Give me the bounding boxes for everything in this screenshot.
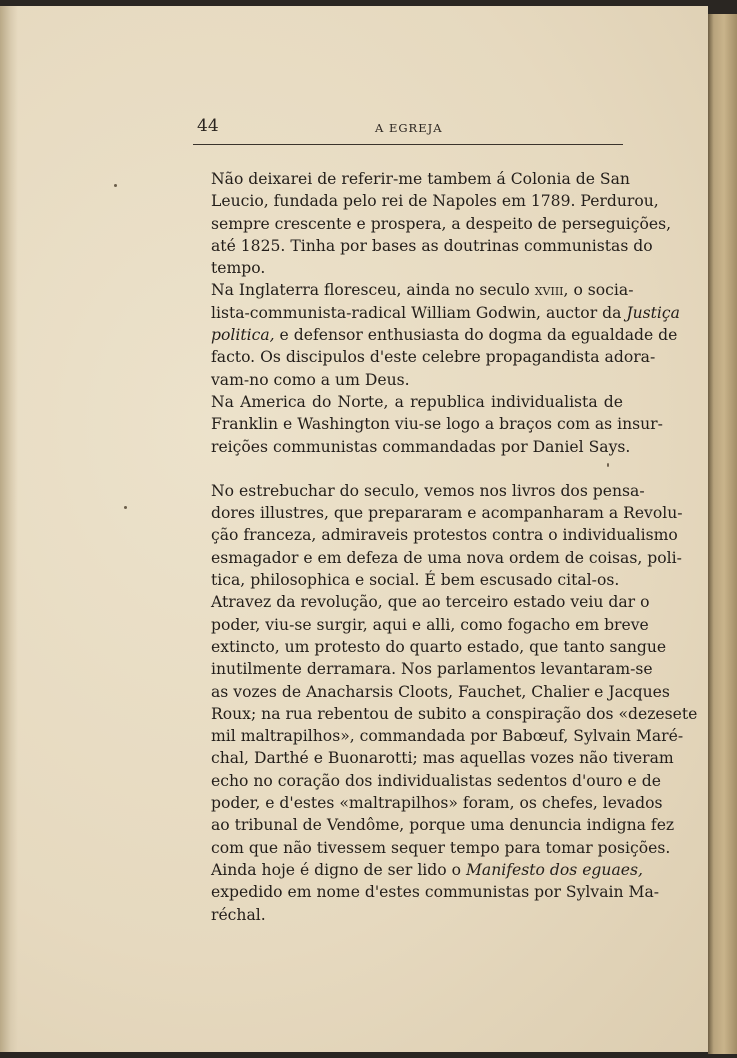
text-line: Ainda hoje é digno de ser lido o Manifesto dos eguaes, [211, 860, 643, 879]
text-line: tica, philosophica e social. É bem escusado cital-os. [211, 571, 620, 590]
text-line: Não deixarei de referir-me tambem á Colonia de San [211, 170, 630, 188]
paper-speck [114, 184, 117, 187]
text-line: ao tribunal de Vendôme, porque uma denuncia indigna fez [211, 816, 675, 835]
running-title: A EGREJA [375, 121, 443, 135]
text-line: poder, viu-se surgir, aqui e alli, como fogacho em breve [211, 615, 649, 634]
page-binding-shadow [0, 6, 18, 1052]
paragraph [193, 168, 672, 279]
text-line: echo no coração dos individualistas sedentos d'ouro e de [211, 771, 661, 790]
text-line: as vozes de Anacharsis Cloots, Fauchet, Chalier e Jacques [211, 682, 670, 701]
text-line: com que não tivessem sequer tempo para tomar posições. [211, 838, 671, 857]
adjacent-page-edge [708, 14, 737, 1054]
header-rule [193, 144, 623, 145]
text-line: facto. Os discipulos d'este celebre propagandista adora- [211, 348, 656, 367]
text-line: Leucio, fundada pelo rei de Napoles em 1789. Perdurou, [211, 192, 659, 211]
paragraph [193, 480, 683, 591]
text-line: reições communistas commandadas por Daniel Says. [211, 437, 631, 456]
text-line: Roux; na rua rebentou de subito a conspiração dos «dezesete [211, 704, 698, 723]
text-line: No estrebuchar do seculo, vemos nos livros dos pensa- [211, 481, 645, 500]
text-line: esmagador e em defeza de uma nova ordem de coisas, poli- [211, 548, 682, 567]
text-line: mil maltrapilhos», commandada por Babœuf, Sylvain Maré- [211, 727, 684, 746]
italic-title: Justiça [626, 303, 680, 322]
text-line: extincto, um protesto do quarto estado, que tanto sangue [211, 637, 667, 656]
text-line: dores illustres, que prepararam e acompanharam a Revolu- [211, 504, 683, 523]
page-number: 44 [197, 116, 219, 136]
text-line: Na America do Norte, a republica individualista de [211, 392, 623, 411]
paragraph [193, 591, 698, 925]
text-line: vam-no como a um Deus. [211, 370, 410, 389]
text-line: tempo. [211, 259, 266, 278]
text-line: inutilmente derramara. Nos parlamentos levantaram-se [211, 660, 653, 679]
text-line: expedido em nome d'estes communistas por Sylvain Ma- [211, 883, 660, 902]
paper-speck [124, 506, 127, 509]
text-line: ção franceza, admiraveis protestos contra o individualismo [211, 526, 678, 545]
paragraph [193, 391, 663, 458]
italic-title: politica, [211, 326, 275, 345]
text-line: Na Inglaterra floresceu, ainda no seculo xviii, o socia- [211, 281, 634, 300]
page-header [193, 112, 623, 142]
italic-title: Manifesto dos eguaes, [465, 860, 643, 879]
paragraph [193, 279, 680, 390]
text-line: poder, e d'estes «maltrapilhos» foram, os chefes, levados [211, 794, 663, 813]
text-line: réchal. [211, 905, 266, 924]
text-line: até 1825. Tinha por bases as doutrinas communistas do [211, 236, 653, 255]
body-text [193, 168, 698, 926]
text-line: chal, Darthé e Buonarotti; mas aquellas vozes não tiveram [211, 749, 674, 768]
text-line: sempre crescente e prospera, a despeito de perseguições, [211, 214, 672, 233]
text-line: politica, e defensor enthusiasta do dogma da egualdade de [211, 326, 678, 345]
text-line: lista-communista-radical William Godwin, auctor da Justiça [211, 303, 680, 322]
text-line: Atravez da revolução, que ao terceiro estado veiu dar o [211, 593, 650, 612]
text-line: Franklin e Washington viu-se logo a braços com as insur- [211, 415, 663, 434]
small-caps-numeral: xviii [534, 281, 564, 300]
